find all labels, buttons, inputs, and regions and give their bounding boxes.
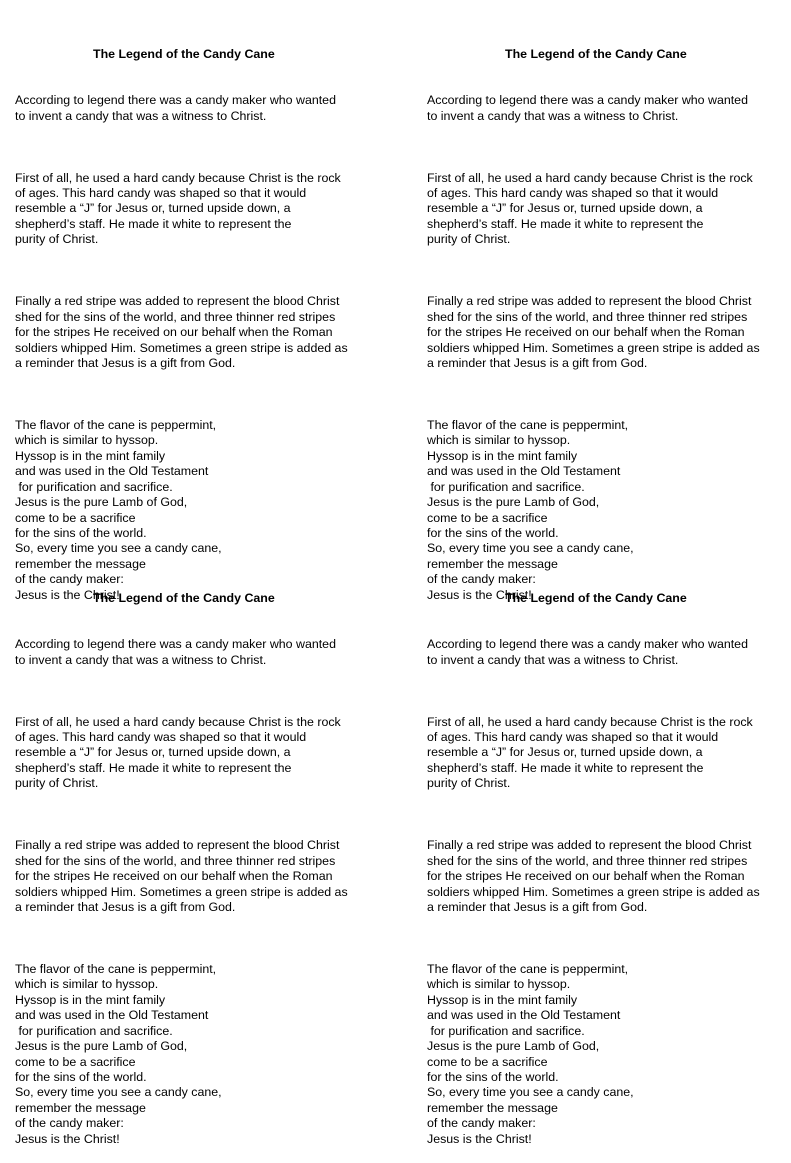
hard-candy-paragraph: First of all, he used a hard candy because Christ is the rock of ages. This hard candy was shaped so that it would resemble a “J” for Jesus or, turned upside down, a shepherd’s staff. He made it white to represent the purity of Christ. [15, 170, 341, 247]
card-title: The Legend of the Candy Cane [505, 46, 687, 61]
card-title: The Legend of the Candy Cane [505, 590, 687, 605]
legend-card-top-left [15, 16, 380, 619]
legend-card-bottom-right [427, 560, 791, 1163]
flavor-poem: The flavor of the cane is peppermint, which is similar to hyssop. Hyssop is in the mint family and was used in the Old Testament for purification and sacrifice. Jesus is the pure Lamb of God, come to be a sacrifice for the sins of the world. So, every time you see a candy cane, remember the message of the candy maker: Jesus is the Christ! [15, 417, 222, 602]
intro-paragraph: According to legend there was a candy maker who wanted to invent a candy that was a witness to Christ. [427, 637, 748, 667]
stripes-paragraph: Finally a red stripe was added to represent the blood Christ shed for the sins of the world, and three thinner red stripes for the stripes He received on our behalf when the Roman soldiers whipped Him. Sometimes a green stripe is added as a reminder that Jesus is a gift from God. [427, 294, 760, 370]
intro-paragraph: According to legend there was a candy maker who wanted to invent a candy that was a witness to Christ. [15, 93, 336, 123]
intro-paragraph: According to legend there was a candy maker who wanted to invent a candy that was a witness to Christ. [15, 637, 336, 667]
card-title: The Legend of the Candy Cane [93, 590, 275, 605]
hard-candy-paragraph: First of all, he used a hard candy because Christ is the rock of ages. This hard candy was shaped so that it would resemble a “J” for Jesus or, turned upside down, a shepherd’s staff. He made it white to represent the purity of Christ. [427, 170, 753, 247]
stripes-paragraph: Finally a red stripe was added to represent the blood Christ shed for the sins of the world, and three thinner red stripes for the stripes He received on our behalf when the Roman soldiers whipped Him. Sometimes a green stripe is added as a reminder that Jesus is a gift from God. [15, 294, 348, 370]
intro-paragraph: According to legend there was a candy maker who wanted to invent a candy that was a witness to Christ. [427, 93, 748, 123]
legend-card-bottom-left [15, 560, 380, 1163]
flavor-poem: The flavor of the cane is peppermint, which is similar to hyssop. Hyssop is in the mint family and was used in the Old Testament for purification and sacrifice. Jesus is the pure Lamb of God, come to be a sacrifice for the sins of the world. So, every time you see a candy cane, remember the message of the candy maker: Jesus is the Christ! [15, 961, 222, 1146]
legend-card-top-right [427, 16, 791, 619]
flavor-poem: The flavor of the cane is peppermint, which is similar to hyssop. Hyssop is in the mint family and was used in the Old Testament for purification and sacrifice. Jesus is the pure Lamb of God, come to be a sacrifice for the sins of the world. So, every time you see a candy cane, remember the message of the candy maker: Jesus is the Christ! [427, 417, 634, 602]
flavor-poem: The flavor of the cane is peppermint, which is similar to hyssop. Hyssop is in the mint family and was used in the Old Testament for purification and sacrifice. Jesus is the pure Lamb of God, come to be a sacrifice for the sins of the world. So, every time you see a candy cane, remember the message of the candy maker: Jesus is the Christ! [427, 961, 634, 1146]
hard-candy-paragraph: First of all, he used a hard candy because Christ is the rock of ages. This hard candy was shaped so that it would resemble a “J” for Jesus or, turned upside down, a shepherd’s staff. He made it white to represent the purity of Christ. [15, 714, 341, 791]
card-title: The Legend of the Candy Cane [93, 46, 275, 61]
stripes-paragraph: Finally a red stripe was added to represent the blood Christ shed for the sins of the world, and three thinner red stripes for the stripes He received on our behalf when the Roman soldiers whipped Him. Sometimes a green stripe is added as a reminder that Jesus is a gift from God. [427, 838, 760, 914]
hard-candy-paragraph: First of all, he used a hard candy because Christ is the rock of ages. This hard candy was shaped so that it would resemble a “J” for Jesus or, turned upside down, a shepherd’s staff. He made it white to represent the purity of Christ. [427, 714, 753, 791]
stripes-paragraph: Finally a red stripe was added to represent the blood Christ shed for the sins of the world, and three thinner red stripes for the stripes He received on our behalf when the Roman soldiers whipped Him. Sometimes a green stripe is added as a reminder that Jesus is a gift from God. [15, 838, 348, 914]
